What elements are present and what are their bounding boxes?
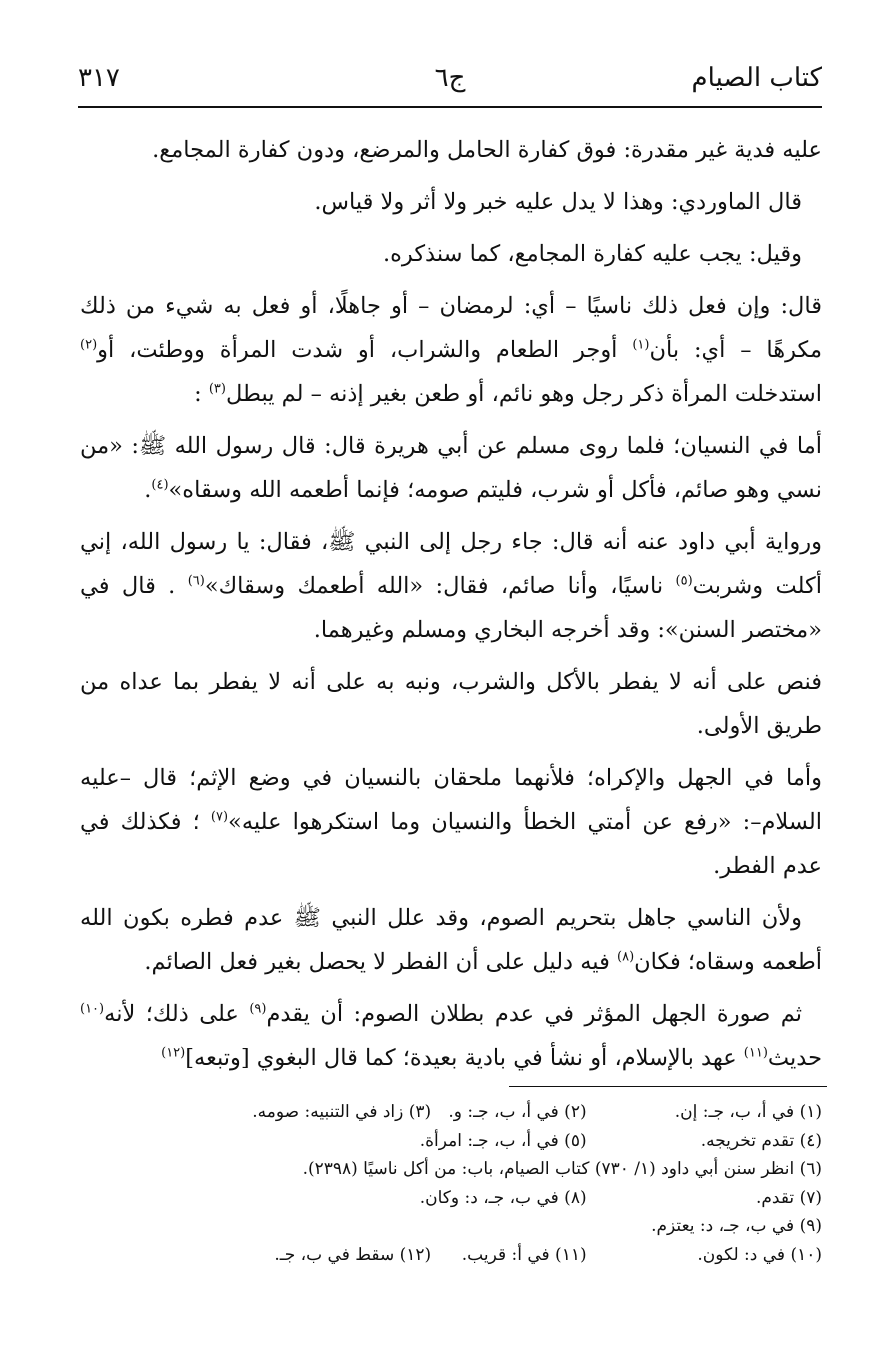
footnote-marker: (٢) [80, 337, 98, 353]
footnote: (٧) تقدم. [755, 1187, 822, 1208]
footnote-marker: (٤) [151, 477, 169, 493]
paragraph: ورواية أبي داود عنه أنه قال: جاء رجل إلى النبي ﷺ، فقال: يا رسول الله، إني أكلت وشربت$^{(٥)}$ ناسيًا، وأنا صائم، فقال: «الله أطعمك وسقاك»$^{(٦)}$ . قال في «مختصر السنن»: وقد أخرجه البخاري ومسلم وغيرهما. [80, 529, 822, 643]
footnote: (٩) في ب، جـ، د: يعتزم. [651, 1216, 822, 1236]
volume-number: ج٦ [434, 63, 466, 93]
footnote-marker: (١١) [743, 1045, 768, 1061]
footnote-marker: (٧) [210, 809, 229, 825]
paragraph: قال: وإن فعل ذلك ناسيًا – أي: لرمضان – أو جاهلًا، أو فعل به شيء من ذلك مكرهًا – أي: بأن$^{(١)}$ أوجر الطعام والشراب، أو شدت المرأة ووطئت، أو$^{(٢)}$ استدخلت المرأة ذكر رجل وهو نائم، أو طعن بغير إذنه – لم يبطل$^{(٣)}$ : [80, 293, 822, 407]
footnote: (٢) في أ، ب، جـ: و. [448, 1102, 587, 1122]
paragraph: فنص على أنه لا يفطر بالأكل والشرب، ونبه به على أنه لا يفطر بما عداه من طريق الأولى. [80, 669, 822, 739]
footnote-line [80, 1098, 822, 1127]
paragraph: ولأن الناسي جاهل بتحريم الصوم، وقد علل النبي ﷺ عدم فطره بكون الله أطعمه وسقاه؛ فكان$^{(٨)}$ فيه دليل على أن الفطر لا يحصل بغير فعل الصائم. [80, 905, 822, 975]
footnote-line [80, 1241, 822, 1270]
page-header [78, 62, 822, 102]
page-number: ٣١٧ [78, 63, 120, 93]
footnote: (١٢) سقط في ب، جـ. [274, 1244, 432, 1265]
footnote-marker: (١) [632, 337, 650, 353]
paragraph: وقيل: يجب عليه كفارة المجامع، كما سنذكره. [382, 241, 802, 267]
footnote-marker: (٨) [617, 949, 635, 965]
footnote-marker: (٥) [675, 573, 693, 589]
paragraph: وأما في الجهل والإكراه؛ فلأنهما ملحقان بالنسيان في وضع الإثم؛ قال –عليه السلام–: «رفع عن أمتي الخطأ والنسيان وما استكرهوا عليه»$^{(٧)}$ ؛ فكذلك في عدم الفطر. [80, 765, 822, 879]
footnote: (١١) في أ: قريب. [461, 1244, 587, 1265]
footnote: (١) في أ، ب، جـ: إن. [674, 1102, 822, 1122]
paragraph: أما في النسيان؛ فلما روى مسلم عن أبي هريرة قال: قال رسول الله ﷺ: «من نسي وهو صائم، فأكل أو شرب، فليتم صومه؛ فإنما أطعمه الله وسقاه»$^{(٤)}$. [80, 433, 822, 503]
footnote-line [80, 1184, 822, 1213]
book-title: كتاب الصيام [691, 63, 822, 93]
paragraph: قال الماوردي: وهذا لا يدل عليه خبر ولا أثر ولا قياس. [314, 189, 802, 215]
footnote: (١٠) في د: لكون. [697, 1244, 822, 1265]
footnote-marker: (١٠) [80, 1001, 105, 1017]
footnote: (٣) زاد في التنبيه: صومه. [252, 1102, 432, 1122]
footnote: (٨) في ب، جـ، د: وكان. [419, 1187, 587, 1208]
footnote-line [80, 1127, 822, 1156]
footnote-marker: (٦) [187, 573, 205, 589]
header-divider [78, 106, 822, 108]
footnotes [80, 1098, 822, 1269]
footnote-divider [509, 1086, 827, 1087]
main-text [80, 128, 822, 1088]
footnote-line [80, 1155, 822, 1184]
paragraph: عليه فدية غير مقدرة: فوق كفارة الحامل والمرضع، ودون كفارة المجامع. [152, 137, 822, 163]
footnote: (٤) تقدم تخريجه. [700, 1130, 822, 1151]
paragraph: ثم صورة الجهل المؤثر في عدم بطلان الصوم: أن يقدم$^{(٩)}$ على ذلك؛ لأنه$^{(١٠)}$ حديث$^{(١١)}$ عهد بالإسلام، أو نشأ في بادية بعيدة؛ كما قال البغوي [وتبعه]$^{(١٢)}$ [80, 1001, 822, 1071]
footnote-line [80, 1212, 822, 1241]
footnote-marker: (١٢) [161, 1045, 186, 1061]
footnote-marker: (٣) [208, 381, 226, 397]
footnote: (٥) في أ، ب، جـ: امرأة. [419, 1130, 587, 1151]
footnote-marker: (٩) [249, 1001, 267, 1017]
footnote: (٦) انظر سنن أبي داود (١/ ٧٣٠) كتاب الصيام، باب: من أكل ناسيًا (٢٣٩٨). [302, 1159, 822, 1179]
